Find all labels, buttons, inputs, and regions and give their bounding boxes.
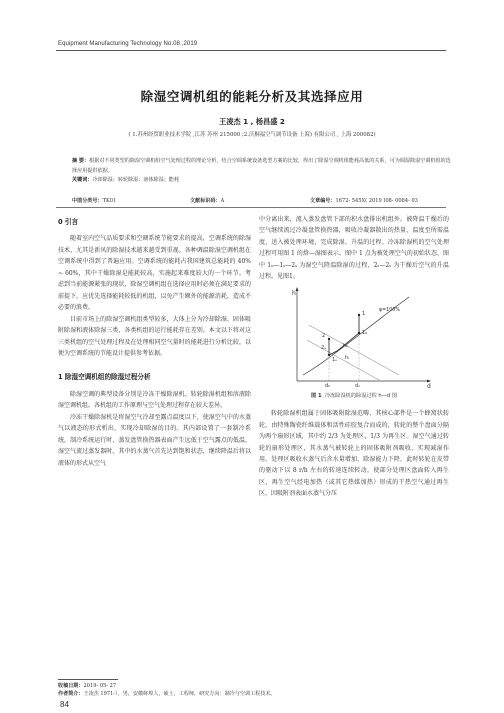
section-0-paragraph-1: 随着室内空气品质要求和空调系统节能要求的提高，空调系统的除湿技术，尤其是新风的除湿技术越来越受到重视。各种调温除湿空调机组在空调系统中得到了普遍应用。空调系统的能耗占我国建筑总能耗的 40% ~ 60%，其中干燥除湿是能耗较高，实施起来难度较大的一个环节。考虑到当前能源紧张的现状，除湿空调机组在选择应用时必须在满足要求的前提下，应优先选择能耗较低的机组，以免产生额外的能源消耗，造成不必要的浪费。 bbox=[58, 235, 251, 312]
clc-value: TK01 bbox=[102, 198, 117, 204]
label-1s: 1ₛ bbox=[332, 356, 338, 363]
keywords-label: 关键词： bbox=[72, 177, 93, 184]
clc-label: 中图分类号： bbox=[72, 198, 103, 204]
meta-rule bbox=[56, 207, 446, 208]
point-2 bbox=[328, 338, 330, 340]
hd-chart bbox=[259, 285, 449, 389]
label-1o: 1₀ bbox=[362, 329, 368, 336]
cooling-process-line bbox=[329, 315, 359, 355]
code-value: A bbox=[220, 198, 225, 204]
label-1: 1 bbox=[362, 310, 366, 317]
d-axis-label: d bbox=[427, 382, 431, 389]
article-authors: 王凌杰 1 , 杨昌盛 2 bbox=[219, 117, 285, 126]
point-1s bbox=[328, 354, 330, 356]
label-d0: d₀ bbox=[325, 383, 330, 389]
right-paragraph-1: 中分离出来，流入蒸发盘管下部的积水盘排出机组外。被降温干燥后的空气继续流过冷凝盘管换热器，吸收冷凝器散出的热量，温度至所需温度，送入被处理环境，完成除湿、升温的过程。冷冻除湿机的空气处理过程可用图 1 的焓—湿图表示，图中 1 点为被处理空气的初始状态，图中 1ₒ—1ₛ—2ₛ 为湿空气降温除湿的过程，2ₛ—2ₛ 为干燥后空气的升温过程。见图1。 bbox=[259, 216, 449, 281]
keywords-text: 冷却除湿；转轮除湿；液体除湿；能耗 bbox=[92, 177, 179, 184]
point-1 bbox=[358, 314, 360, 316]
label-d1: d₁ bbox=[355, 383, 360, 389]
label-ho: h₀ bbox=[343, 343, 348, 349]
keywords bbox=[72, 176, 452, 186]
abstract-label: 摘 要： bbox=[72, 158, 90, 164]
figure-caption-label: 图 1 bbox=[310, 392, 322, 399]
author-bio-label: 作者简介： bbox=[58, 691, 84, 697]
section-1-paragraph-1: 除湿空调的典型设备分别是冷冻干燥除湿机、转轮除湿机组和溶液除湿空调机组。各机组的工作原理与空气处理过程存在较大差异。 bbox=[58, 390, 251, 410]
code-label: 文献标识码： bbox=[190, 198, 221, 204]
rh-label: φ=100% bbox=[379, 307, 400, 313]
section-0-paragraph-2: 目前市场上的除湿空调机组类型较多，大体上分为冷却除湿、固体吸附除湿和液体除湿三类，各类机组的运行能耗存在差别。本文以下将对这三类机组的空气处理过程及在处理相同空气量时的能耗进行分析比较，以便为空调系统的节能设计提供参考依据。 bbox=[58, 315, 251, 357]
header-rule bbox=[56, 50, 446, 51]
document-code bbox=[190, 197, 224, 204]
received-date bbox=[58, 682, 116, 689]
section-1-heading: 1 除湿空调机组的除湿过程分析 bbox=[58, 373, 151, 382]
page-number: 84 bbox=[60, 700, 69, 709]
abstract-text: 根据对不同类型的除湿空调机组空气处理过程的理论分析，结合空调系统设备选型方案的比较，得出了除湿空调机组能耗高低的关系，可为调湿除湿空调机组的选择应用提供依据。 bbox=[72, 158, 451, 174]
id-label: 文章编号： bbox=[310, 198, 336, 204]
received-value: 2019- 05- 27 bbox=[83, 683, 117, 689]
received-label: 收稿日期： bbox=[58, 683, 84, 689]
article-title: 除湿空调机组的能耗分析及其选择应用 bbox=[140, 89, 364, 104]
journal-header: Equipment Manufacturing Technology No.08 ,2019 bbox=[58, 41, 198, 47]
section-1-paragraph-2: 冷冻干燥除湿机是将湿空气冷却至露点温度以下，使湿空气中的水蒸气以液态的形式析出，实现冷却除湿的目的。其内部设置了一套制冷系统，制冷系统运行时，蒸发盘管换热器表面产生远低于空气露点的低温，湿空气流过蒸发器时，其中的水蒸气首先达到饱和状态，继续降温后将以液体的形式从空气 bbox=[58, 413, 251, 467]
left-column bbox=[58, 214, 251, 469]
author-bio-text: 王凌杰 1971-），男，安徽蚌埠人，硕士，工程师，研究方向：制冷与空调工程技术。 bbox=[83, 691, 276, 697]
hd-chart-figure bbox=[259, 285, 449, 389]
footnote-rule bbox=[58, 679, 118, 680]
clc-number bbox=[72, 197, 116, 204]
abstract-block bbox=[72, 157, 452, 186]
right-paragraph-2: 转轮除湿机组属于固体吸附除湿范畴，其核心部件是一个蜂窝状转轮，由特殊陶瓷纤维载体和活性硅胶复合而成的，转轮的整个盘面分隔为两个扇形区域，其中约 2/3 为处理区，1/3 为再生区。湿空气通过转轮的扇形处理区，其水蒸气被转轮上的固体吸附剂吸收，实现减湿作用。处理区吸收水蒸气后含水量增加，除湿能力下降，此时转轮在皮带的驱动下以 8 r/h 左右的转速连续转动，使部分处理区盘面转入再生区，再生空气经电加热（或其它热媒加热）形成的干热空气通过再生区，因吸附剂表面水蒸气分压 bbox=[259, 410, 449, 498]
author-bio bbox=[58, 690, 276, 697]
point-1o bbox=[358, 332, 360, 334]
h-axis-label: h bbox=[292, 289, 296, 297]
label-2: 2 bbox=[322, 332, 326, 339]
h-axis-arrow bbox=[296, 287, 299, 291]
article-affiliation: ( 1.苏州经贸职业技术学院 ,江苏 苏州 215000 ;2.沃桐福空气调节设备 上海) 有限公司 , 上海 200082) bbox=[128, 132, 376, 138]
figure-caption bbox=[259, 391, 449, 402]
label-2s: 2ₛ bbox=[321, 344, 327, 351]
right-column bbox=[259, 214, 449, 500]
label-hi: hᵢ bbox=[345, 355, 349, 361]
article-id bbox=[310, 197, 418, 204]
id-value: 1672- 545X( 2019 )08- 0084- 03 bbox=[335, 198, 418, 204]
section-0-heading: 0 引言 bbox=[58, 218, 79, 226]
abstract bbox=[72, 157, 452, 176]
figure-caption-text: 冷冻除湿机的除湿过程 h—d 图 bbox=[324, 392, 398, 399]
